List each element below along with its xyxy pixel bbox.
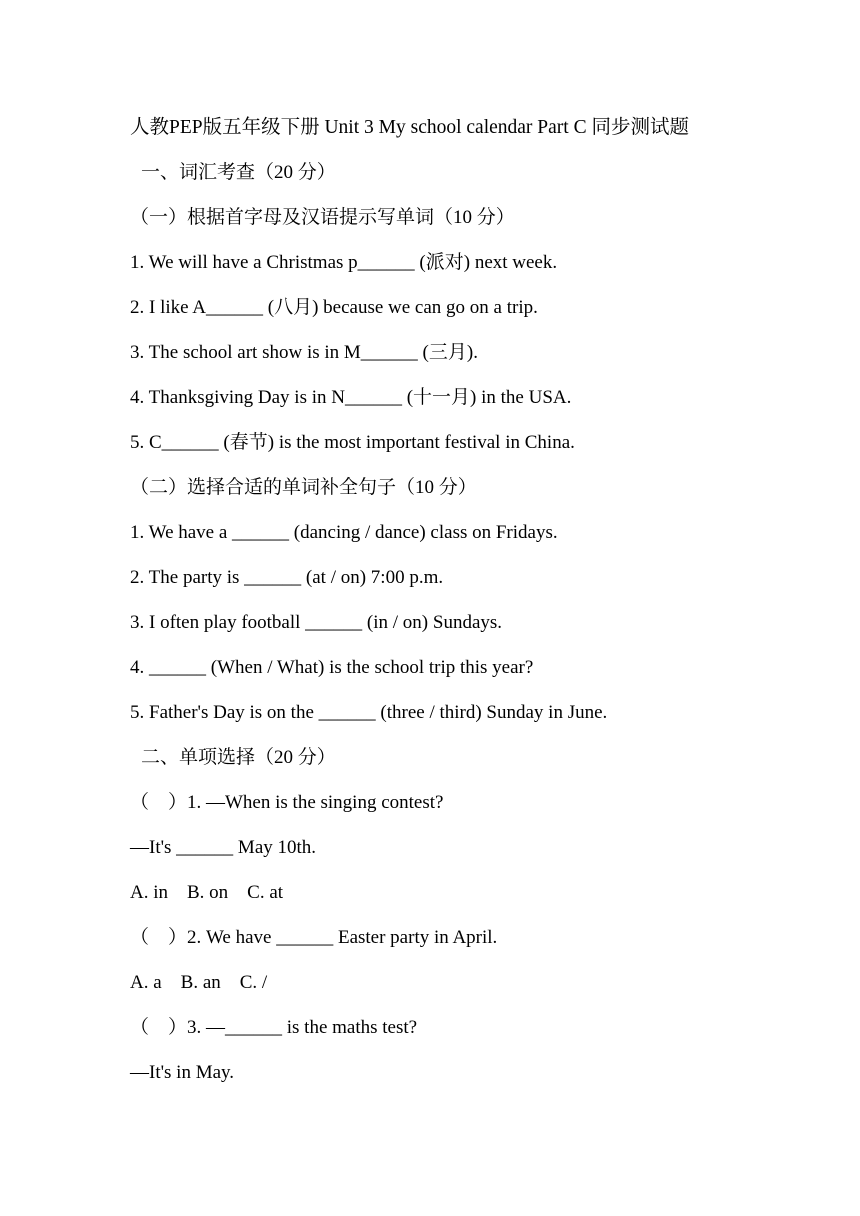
- section-2-heading: 二、单项选择（20 分）: [141, 747, 336, 768]
- mc-question-1-stem: （ ）1. —When is the singing contest?: [130, 792, 444, 813]
- section-1-part-a-heading: （一）根据首字母及汉语提示写单词（10 分）: [130, 207, 515, 228]
- fill-item-2: 2. The party is ______ (at / on) 7:00 p.m.: [130, 567, 444, 588]
- vocab-item-4: 4. Thanksgiving Day is in N______ (十一月) in the USA.: [130, 387, 572, 408]
- vocab-item-3: 3. The school art show is in M______ (三月).: [130, 342, 478, 363]
- mc-question-3-stem: （ ）3. —______ is the maths test?: [130, 1017, 418, 1038]
- fill-item-3: 3. I often play football ______ (in / on) Sundays.: [130, 612, 503, 633]
- vocab-item-5: 5. C______ (春节) is the most important festival in China.: [130, 432, 575, 453]
- fill-item-4: 4. ______ (When / What) is the school trip this year?: [130, 657, 534, 678]
- vocab-item-1: 1. We will have a Christmas p______ (派对) next week.: [130, 252, 558, 273]
- mc-question-3-answer-line: —It's in May.: [130, 1062, 235, 1083]
- section-1-part-b-heading: （二）选择合适的单词补全句子（10 分）: [130, 477, 477, 498]
- fill-item-1: 1. We have a ______ (dancing / dance) class on Fridays.: [130, 522, 558, 543]
- mc-question-2-options: A. a B. an C. /: [130, 972, 268, 993]
- section-1-heading: 一、词汇考查（20 分）: [141, 162, 336, 183]
- mc-question-2-stem: （ ）2. We have ______ Easter party in April.: [130, 927, 498, 948]
- page-title: 人教PEP版五年级下册 Unit 3 My school calendar Part C 同步测试题: [130, 117, 689, 138]
- mc-question-1-answer-line: —It's ______ May 10th.: [130, 837, 317, 858]
- fill-item-5: 5. Father's Day is on the ______ (three / third) Sunday in June.: [130, 702, 608, 723]
- vocab-item-2: 2. I like A______ (八月) because we can go on a trip.: [130, 297, 538, 318]
- mc-question-1-options: A. in B. on C. at: [130, 882, 284, 903]
